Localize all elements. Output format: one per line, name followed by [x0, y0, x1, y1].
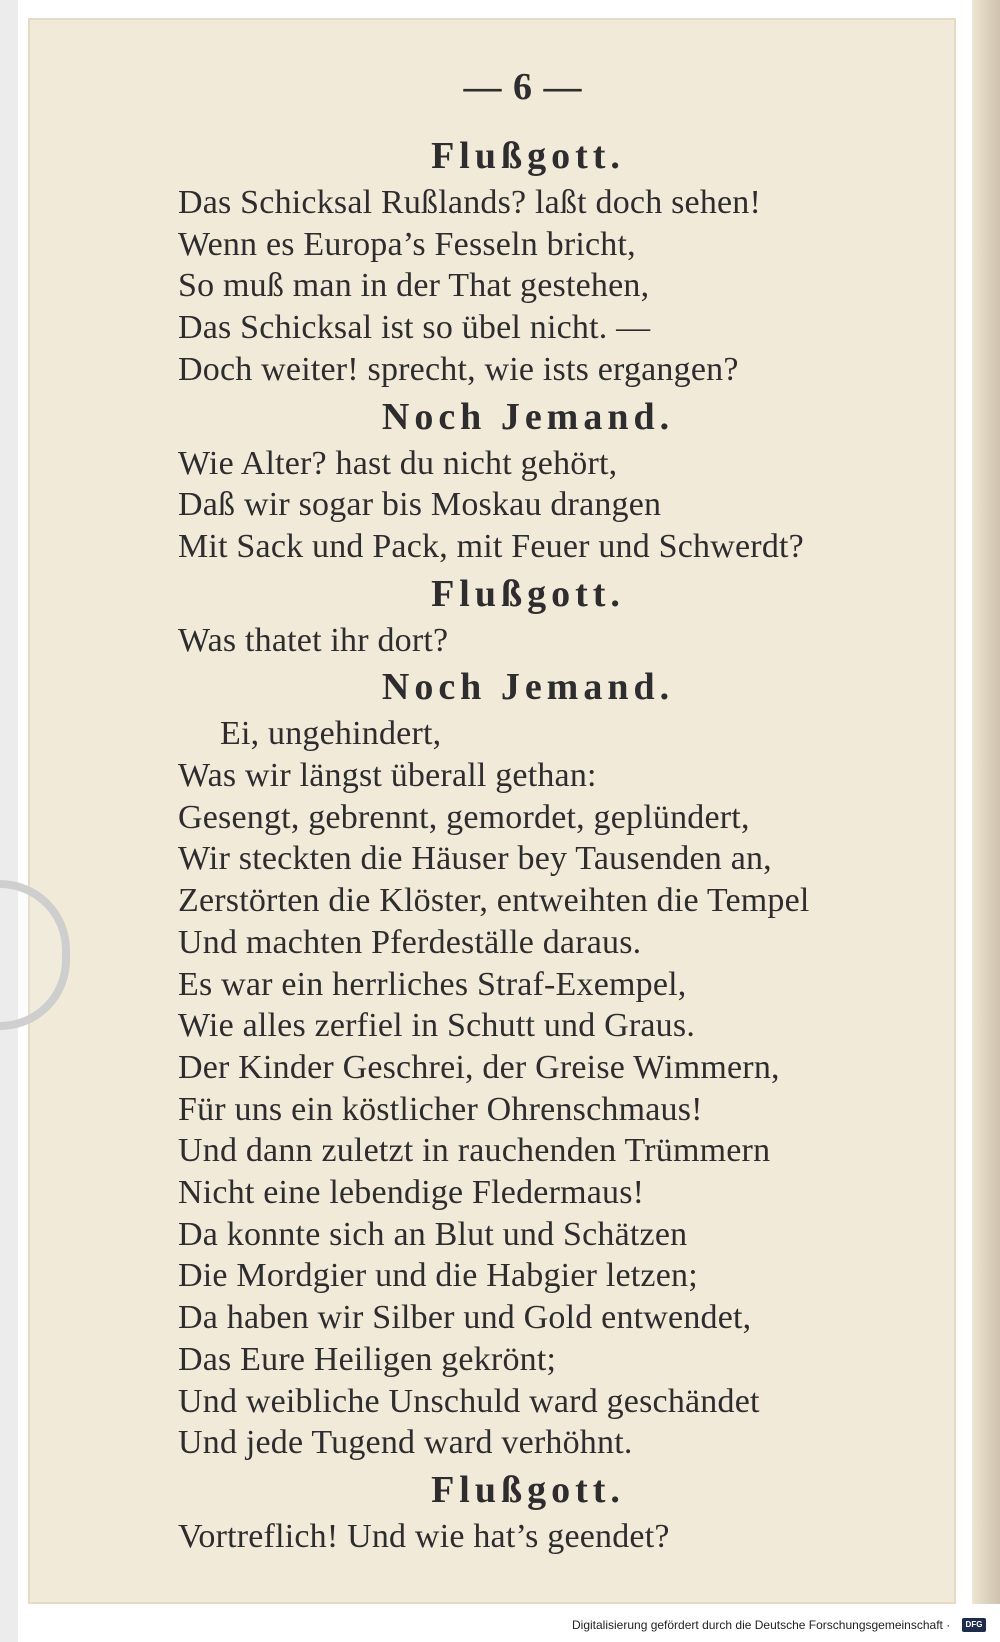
poem-line: Vortreflich! Und wie hat’s geendet? — [178, 1517, 670, 1555]
poem-line: Mit Sack und Pack, mit Feuer und Schwerdt? — [178, 527, 804, 565]
poem-line: Da haben wir Silber und Gold entwendet, — [178, 1299, 752, 1337]
speaker-heading: Flußgott. — [431, 572, 625, 615]
poem-line: Wir steckten die Häuser bey Tausenden an, — [178, 840, 772, 878]
page-edge — [972, 0, 1000, 1604]
poem-line: Es war ein herrliches Straf-Exempel, — [178, 965, 687, 1003]
poem-line: Ei, ungehindert, — [220, 715, 442, 753]
dfg-logo: DFG — [962, 1618, 986, 1632]
speaker-heading: Flußgott. — [431, 1468, 625, 1511]
poem-line: Das Schicksal ist so übel nicht. — — [178, 309, 651, 347]
speaker-heading: Flußgott. — [431, 135, 625, 177]
poem-line: Das Schicksal Rußlands? laßt doch sehen! — [178, 184, 762, 221]
page-number: — 6 — — [463, 66, 583, 108]
poem-line: Was wir längst überall gethan: — [178, 757, 597, 795]
poem-line: Die Mordgier und die Habgier letzen; — [178, 1257, 698, 1295]
poem-line: Und weibliche Unschuld ward geschändet — [178, 1382, 760, 1420]
poem-line: Wenn es Europa’s Fesseln bricht, — [178, 225, 636, 263]
book-page — [28, 18, 956, 1604]
binding-strip — [0, 0, 18, 1642]
speaker-heading: Noch Jemand. — [381, 666, 675, 709]
poem-line: Wie Alter? hast du nicht gehört, — [178, 444, 618, 482]
digitization-credit: Digitalisierung gefördert durch die Deutsche Forschungsgemeinschaft · — [572, 1618, 951, 1632]
poem-line: Was thatet ihr dort? — [178, 621, 449, 659]
poem-line: Zerstörten die Klöster, entweihten die Tempel — [178, 882, 810, 920]
poem-line: Nicht eine lebendige Fledermaus! — [178, 1174, 645, 1212]
poem-line: Und dann zuletzt in rauchenden Trümmern — [178, 1132, 771, 1170]
poem-line: Für uns ein köstlicher Ohrenschmaus! — [178, 1090, 703, 1128]
poem-line: Der Kinder Geschrei, der Greise Wimmern, — [178, 1048, 780, 1086]
poem-line: Gesengt, gebrennt, gemordet, geplündert, — [178, 798, 750, 836]
speaker-heading: Noch Jemand. — [381, 395, 675, 438]
poem-line: Doch weiter! sprecht, wie ists ergangen? — [178, 350, 739, 388]
poem-line: Und jede Tugend ward verhöhnt. — [178, 1424, 633, 1462]
poem-line: Das Eure Heiligen gekrönt; — [178, 1340, 557, 1378]
poem-line: So muß man in der That gestehen, — [178, 267, 650, 305]
poem-line: Daß wir sogar bis Moskau drangen — [178, 486, 662, 524]
poem-line: Da konnte sich an Blut und Schätzen — [178, 1215, 688, 1253]
poem-line: Und machten Pferdeställe daraus. — [178, 923, 642, 961]
poem-line: Wie alles zerfiel in Schutt und Graus. — [178, 1007, 696, 1045]
poem-text — [178, 66, 878, 1558]
